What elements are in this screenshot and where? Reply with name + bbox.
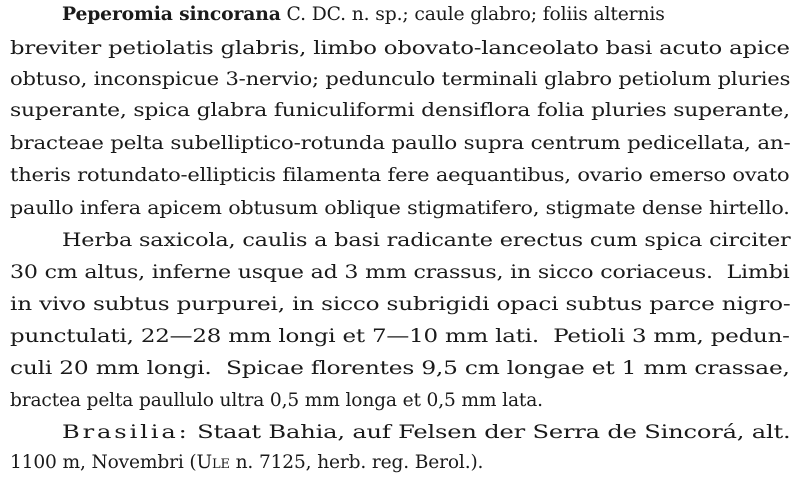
text-line xyxy=(10,387,543,415)
text-segment: in vivo subtus purpurei, in sicco subrigidi opaci subtus parce nigro- xyxy=(10,294,791,315)
text-line xyxy=(62,1,790,29)
text-line xyxy=(62,419,791,447)
text-line xyxy=(10,97,790,125)
text-segment: bracteae pelta subelliptico-rotunda paullo supra centrum pedicellata, an- xyxy=(10,133,791,154)
text-segment: theris rotundato-ellipticis filamenta fere aequantibus, ovario emerso ovato xyxy=(10,165,790,186)
text-line xyxy=(62,227,791,255)
text-segment: bractea pelta paullulo ultra 0,5 mm longa et 0,5 mm lata. xyxy=(10,390,543,411)
text-segment: Staat Bahia, auf Felsen der Serra de Sincorá, alt. xyxy=(189,422,791,443)
text-line xyxy=(10,130,791,158)
text-line xyxy=(10,259,790,287)
text-line xyxy=(10,449,483,477)
text-line xyxy=(10,35,790,63)
text-segment: 30 cm altus, inferne usque ad 3 mm crassus, in sicco coriaceus. Limbi xyxy=(10,262,790,283)
text-line xyxy=(10,66,790,94)
text-line xyxy=(10,323,790,351)
species-name: Peperomia sincorana xyxy=(62,4,281,25)
text-segment: punctulati, 22—28 mm longi et 7—10 mm lati. Petioli 3 mm, pedun- xyxy=(10,326,790,347)
text-segment: 1100 m, Novembri ( xyxy=(10,452,197,473)
text-line xyxy=(10,291,791,319)
collector-name: Ule xyxy=(196,452,230,473)
text-segment: obtuso, inconspicue 3-nervio; pedunculo terminali glabro petiolum pluries xyxy=(10,69,791,90)
text-segment: culi 20 mm longi. Spicae florentes 9,5 cm longae et 1 mm crassae, xyxy=(10,358,790,379)
text-segment: superante, spica glabra funiculiformi densiflora folia pluries superante, xyxy=(10,100,790,121)
text-line xyxy=(10,195,790,223)
locality-label: Brasilia: xyxy=(62,422,190,443)
text-segment: C. DC. n. sp.; caule glabro; foliis alternis xyxy=(280,4,665,25)
text-segment: Herba saxicola, caulis a basi radicante erectus cum spica circiter xyxy=(62,230,791,251)
text-segment: paullo infera apicem obtusum oblique stigmatifero, stigmate dense hirtello. xyxy=(10,198,790,219)
text-line xyxy=(10,355,790,383)
text-segment: n. 7125, herb. reg. Berol.). xyxy=(229,452,484,473)
text-segment: breviter petiolatis glabris, limbo obovato-lanceolato basi acuto apice xyxy=(10,38,790,59)
text-line xyxy=(10,162,789,190)
